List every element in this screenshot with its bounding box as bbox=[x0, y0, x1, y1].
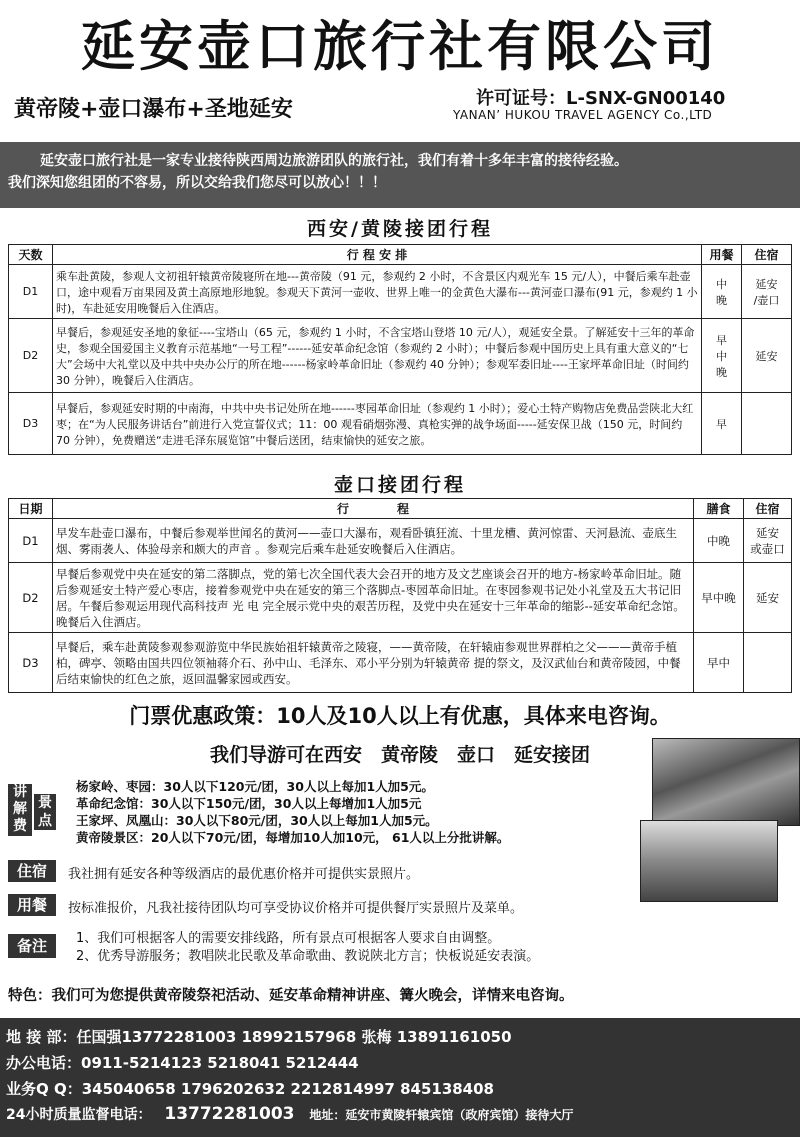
xian-itinerary-table bbox=[8, 244, 792, 455]
header-cell: 用餐 bbox=[702, 245, 742, 265]
guide-fee-line: 黄帝陵景区：20人以下70元/团，每增加10人加10元， 61人以上分批讲解。 bbox=[76, 830, 510, 845]
english-name: YANAN’ HUKOU TRAVEL AGENCY Co.,LTD bbox=[453, 108, 713, 122]
notes-label: 备注 bbox=[8, 934, 56, 958]
table-row bbox=[9, 563, 792, 633]
header-cell: 膳食 bbox=[694, 499, 744, 519]
notes-text bbox=[76, 930, 539, 966]
route-subtitle: 黄帝陵+壶口瀑布+圣地延安 bbox=[14, 97, 293, 122]
header-cell: 行 程 安 排 bbox=[53, 245, 702, 265]
meal-cell: 早中晚 bbox=[694, 563, 744, 633]
stay-cell: 延安 或壶口 bbox=[744, 519, 792, 563]
itinerary-cell: 乘车赴黄陵，参观人文初祖轩辕黄帝陵寝所在地---黄帝陵（91 元，参观约 2 小时，不含景区内观光车 15 元/人），中餐后乘车赴壶口，途中观看万亩果园及黄土高原地形地貌。参观天下黄河一壶收、世界上唯一的金黄色大瀑布---黄河壶口瀑布(91 元，参观约 1 小时)，车赴延安用晚餐后入住酒店。 bbox=[53, 265, 702, 319]
itinerary-cell: 早发车赴壶口瀑布，中餐后参观举世闻名的黄河——壶口大瀑布，观看卧镇狂流、十里龙槽、黄河惊雷、天河悬流、壶底生烟、雾雨袭人、体验母亲和颇大的声音 。参观完后乘车赴延安晚餐后入住酒店。 bbox=[53, 519, 694, 563]
table-row bbox=[9, 519, 792, 563]
company-title: 延安壶口旅行社有限公司 bbox=[81, 15, 719, 78]
day-cell: D2 bbox=[9, 319, 53, 393]
stay-cell: 延安 bbox=[744, 563, 792, 633]
table-row bbox=[9, 265, 792, 319]
notes-line: 1、我们可根据客人的需要安排线路，所有景点可根据客人要求自由调整。 bbox=[76, 931, 501, 946]
header-cell: 行 程 bbox=[53, 499, 694, 519]
address: 地址：延安市黄陵轩辕宾馆（政府宾馆）接待大厅 bbox=[309, 1108, 574, 1122]
header-cell: 日期 bbox=[9, 499, 53, 519]
day-cell: D3 bbox=[9, 393, 53, 455]
scenic-label: 景点 bbox=[34, 794, 56, 830]
guide-fee-list bbox=[76, 778, 509, 846]
temple-photo bbox=[640, 820, 778, 902]
stay-cell bbox=[744, 633, 792, 693]
contact-line: 地 接 部：任国强13772281003 18992157968 张梅 13891161050 bbox=[6, 1028, 512, 1046]
license-number: 许可证号：L-SNX-GN00140 bbox=[476, 88, 726, 109]
header-cell: 天数 bbox=[9, 245, 53, 265]
intro-line-2: 我们深知您组团的不容易，所以交给我们您尽可以放心！！！ bbox=[8, 175, 386, 191]
table-header-row bbox=[9, 245, 792, 265]
stay-cell: 延安 /壶口 bbox=[742, 265, 792, 319]
guide-fee-line: 革命纪念馆：30人以下150元/团，30人以上每增加1人加5元 bbox=[76, 796, 422, 811]
guide-fee-line: 王家坪、凤凰山：30人以下80元/团，30人以上每加1人加5元。 bbox=[76, 813, 438, 828]
table-header-row bbox=[9, 499, 792, 519]
itinerary-cell: 早餐后参观党中央在延安的第二落脚点，党的第七次全国代表大会召开的地方及文艺座谈会召开的地方-杨家岭革命旧址。随后参观延安土特产爱心枣店，接着参观党中央在延安的第三个落脚点-枣园革命旧址。在枣园参观书记处小礼堂及五大书记旧居。午餐后参观运用现代高科技声 光 电 完全展示党中央的艰苦历程，及党中央在延安十三年革命的缩影--延安革命纪念馆。晚餐后入住酒店。 bbox=[53, 563, 694, 633]
guide-policy: 我们导游可在西安 黄帝陵 壶口 延安接团 bbox=[209, 744, 590, 766]
guide-fee-line: 杨家岭、枣园：30人以下120元/团，30人以上每加1人加5元。 bbox=[76, 779, 434, 794]
office-phone-line: 办公电话：0911-5214123 5218041 5212444 bbox=[6, 1054, 359, 1072]
hotline-line bbox=[6, 1104, 573, 1124]
meal-cell: 早 bbox=[702, 393, 742, 455]
day-cell: D3 bbox=[9, 633, 53, 693]
intro-banner bbox=[0, 142, 800, 208]
xian-section-title: 西安/黄陵接团行程 bbox=[307, 218, 493, 240]
lodging-label: 住宿 bbox=[8, 860, 56, 882]
qq-line: 业务Q Q：345040658 1796202632 2212814997 845138408 bbox=[6, 1080, 494, 1098]
intro-line-1: 延安壶口旅行社是一家专业接待陕西周边旅游团队的旅行社，我们有着十多年丰富的接待经验。 bbox=[40, 153, 628, 169]
notes-line: 2、优秀导游服务；教唱陕北民歌及革命歌曲、教说陕北方言；快板说延安表演。 bbox=[76, 949, 540, 964]
table-row bbox=[9, 633, 792, 693]
waterfall-photo bbox=[652, 738, 800, 826]
guide-fee-label: 讲解费 bbox=[8, 784, 32, 836]
dining-text: 按标准报价，凡我社接待团队均可享受协议价格并可提供餐厅实景照片及菜单。 bbox=[68, 901, 524, 916]
day-cell: D2 bbox=[9, 563, 53, 633]
hukou-itinerary-table bbox=[8, 498, 792, 693]
dining-label: 用餐 bbox=[8, 894, 56, 916]
day-cell: D1 bbox=[9, 519, 53, 563]
itinerary-cell: 早餐后，乘车赴黄陵参观参观游览中华民族始祖轩辕黄帝之陵寝，——黄帝陵，在轩辕庙参观世界群柏之父———黄帝手植柏，碑亭、领略由国共四位领袖蒋介石、孙中山、毛泽东、邓小平分别为轩辕黄帝 提的祭文，及汉武仙台和黄帝陵园，中餐后结束愉快的红色之旅，返回温馨家园或西安。 bbox=[53, 633, 694, 693]
table-row bbox=[9, 319, 792, 393]
meal-cell: 早中 bbox=[694, 633, 744, 693]
table-row bbox=[9, 393, 792, 455]
header-cell: 住宿 bbox=[742, 245, 792, 265]
stay-cell bbox=[742, 393, 792, 455]
hukou-section-title: 壶口接团行程 bbox=[333, 474, 466, 496]
itinerary-cell: 早餐后，参观延安时期的中南海，中共中央书记处所在地------枣园革命旧址（参观约 1 小时）；爱心土特产购物店免费品尝陕北大红枣；在“为人民服务讲话台”前进行入党宣誓仪式；11：00 观看硝烟弥漫、真枪实弹的战争场面-----延安保卫战（150 元，时间约 70 分钟），免费赠送“走进毛泽东展览馆”中餐后送团，结束愉快的延安之旅。 bbox=[53, 393, 702, 455]
ticket-policy: 门票优惠政策：10人及10人以上有优惠，具体来电咨询。 bbox=[129, 704, 671, 728]
stay-cell: 延安 bbox=[742, 319, 792, 393]
day-cell: D1 bbox=[9, 265, 53, 319]
contact-footer bbox=[0, 1018, 800, 1137]
meal-cell: 中 晚 bbox=[702, 265, 742, 319]
hotline-label: 24小时质量监督电话： bbox=[6, 1107, 152, 1123]
feature-line: 特色：我们可为您提供黄帝陵祭祀活动、延安革命精神讲座、篝火晚会，详情来电咨询。 bbox=[8, 988, 574, 1004]
meal-cell: 中晚 bbox=[694, 519, 744, 563]
itinerary-cell: 早餐后，参观延安圣地的象征----宝塔山（65 元，参观约 1 小时，不含宝塔山登塔 10 元/人），观延安全景。了解延安十三年的革命史，参观全国爱国主义教育示范基地“一号工程”------延安革命纪念馆（参观约 2 小时）；中餐后参观中国历史上具有重大意义的“七大”会场中大礼堂以及中共中央办公厅的所在地------杨家岭革命旧址（参观约 40 分钟）；参观军委旧址----王家坪革命旧址（时间约 30 分钟），晚餐后入住酒店。 bbox=[53, 319, 702, 393]
header-cell: 住宿 bbox=[744, 499, 792, 519]
lodging-text: 我社拥有延安各种等级酒店的最优惠价格并可提供实景照片。 bbox=[68, 867, 420, 882]
hotline-number: 13772281003 bbox=[164, 1104, 295, 1124]
meal-cell: 早 中 晚 bbox=[702, 319, 742, 393]
